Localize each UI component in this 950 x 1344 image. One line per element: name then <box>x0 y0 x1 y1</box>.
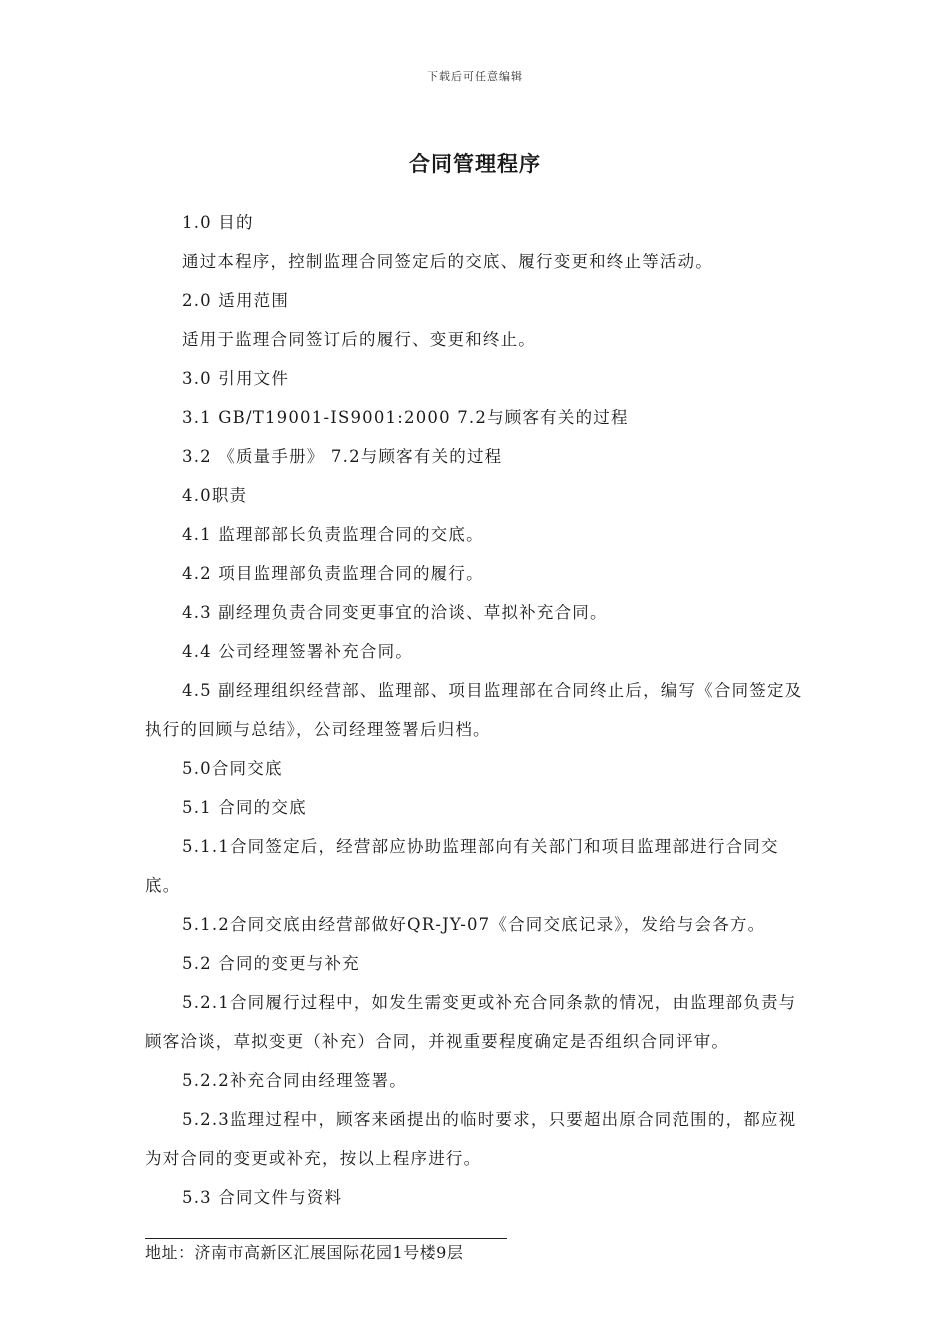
section-5-1: 5.1 合同的交底 <box>182 798 307 817</box>
section-5-2-2: 5.2.2补充合同由经理签署。 <box>182 1071 407 1090</box>
section-2-heading: 2.0 适用范围 <box>182 291 290 310</box>
page-header-note: 下载后可任意编辑 <box>427 70 523 83</box>
section-5-2-1: 5.2.1合同履行过程中，如发生需变更或补充合同条款的情况，由监理部负责与顾客洽谈，草拟变更（补充）合同，并视重要程度确定是否组织合同评审。 <box>145 993 797 1051</box>
section-2-text: 适用于监理合同签订后的履行、变更和终止。 <box>182 330 536 349</box>
section-3-heading: 3.0 引用文件 <box>182 369 290 388</box>
footer-address: 地址：济南市高新区汇展国际花园1号楼9层 <box>145 1243 464 1262</box>
section-4-1: 4.1 监理部部长负责监理合同的交底。 <box>182 525 484 544</box>
section-5-1-2: 5.1.2合同交底由经营部做好QR-JY-07《合同交底记录》，发给与会各方。 <box>182 915 766 934</box>
section-1-heading: 1.0 目的 <box>182 213 254 232</box>
section-5-2-3: 5.2.3监理过程中，顾客来函提出的临时要求，只要超出原合同范围的，都应视为对合同的变更或补充，按以上程序进行。 <box>145 1110 797 1168</box>
footer-divider <box>145 1238 507 1239</box>
section-4-5: 4.5 副经理组织经营部、监理部、项目监理部在合同终止后，编写《合同签定及执行的回顾与总结》，公司经理签署后归档。 <box>145 681 803 739</box>
section-3-2: 3.2 《质量手册》 7.2与顾客有关的过程 <box>182 447 503 466</box>
section-4-heading: 4.0职责 <box>182 486 248 505</box>
document-body <box>145 203 807 1217</box>
section-5-1-1: 5.1.1合同签定后，经营部应协助监理部向有关部门和项目监理部进行合同交底。 <box>145 837 779 895</box>
section-1-text: 通过本程序，控制监理合同签定后的交底、履行变更和终止等活动。 <box>182 252 713 271</box>
section-4-2: 4.2 项目监理部负责监理合同的履行。 <box>182 564 484 583</box>
section-5-3: 5.3 合同文件与资料 <box>182 1188 343 1207</box>
section-5-heading: 5.0合同交底 <box>182 759 283 778</box>
section-4-3: 4.3 副经理负责合同变更事宜的洽谈、草拟补充合同。 <box>182 603 608 622</box>
document-title: 合同管理程序 <box>409 151 541 176</box>
section-5-2: 5.2 合同的变更与补充 <box>182 954 360 973</box>
section-4-4: 4.4 公司经理签署补充合同。 <box>182 642 413 661</box>
section-3-1: 3.1 GB/T19001-IS9001:2000 7.2与顾客有关的过程 <box>182 408 629 427</box>
